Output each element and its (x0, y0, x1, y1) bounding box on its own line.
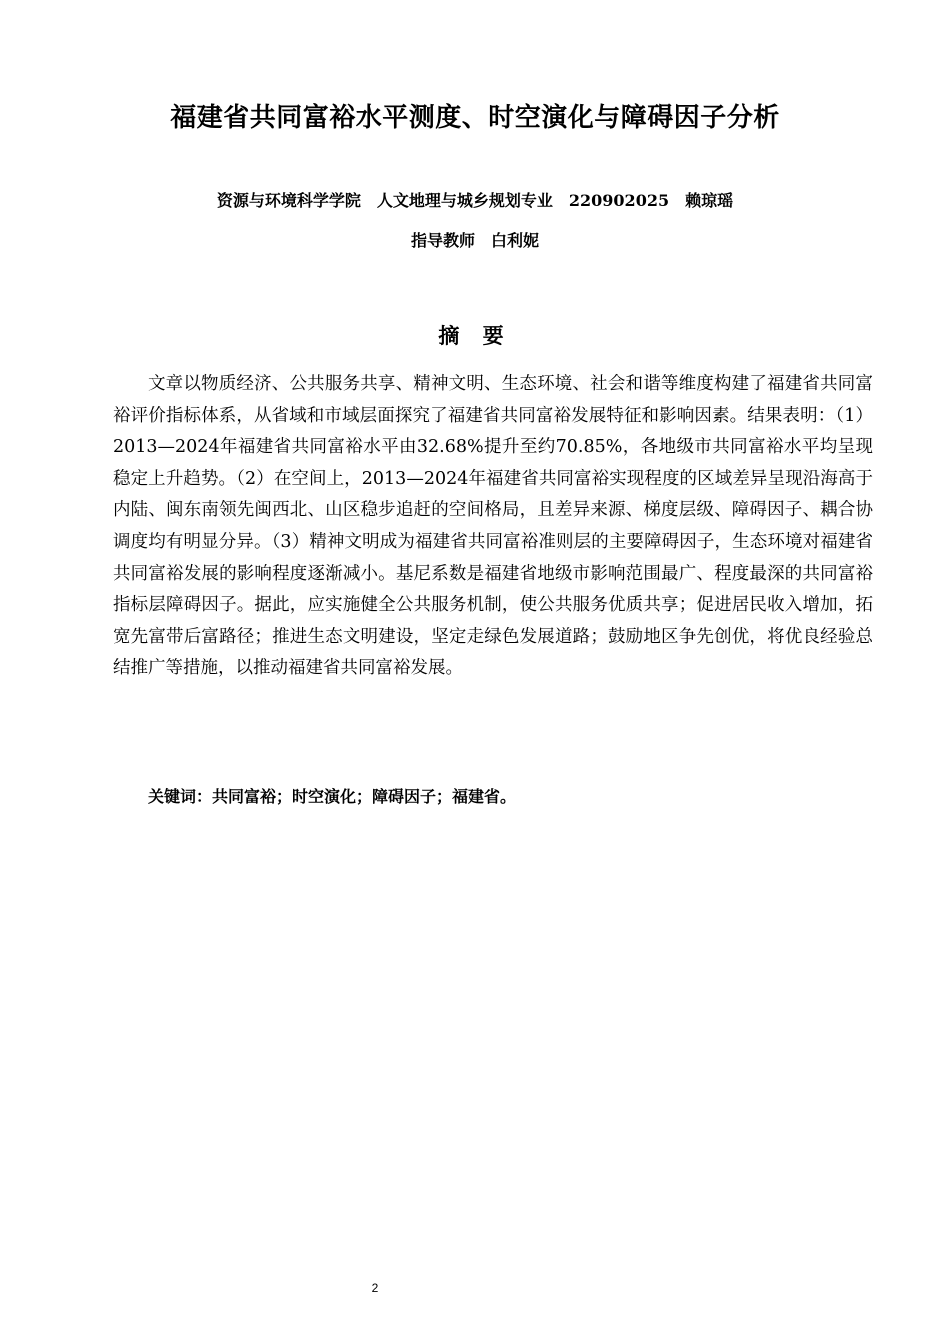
abstract-body: 文章以物质经济、公共服务共享、精神文明、生态环境、社会和谐等维度构建了福建省共同富裕评价指标体系，从省域和市域层面探究了福建省共同富裕发展特征和影响因素。结果表明：（1）2013—2024年福建省共同富裕水平由32.68%提升至约70.85%，各地级市共同富裕水平均呈现稳定上升趋势。（2）在空间上，2013—2024年福建省共同富裕实现程度的区域差异呈现沿海高于内陆、闽东南领先闽西北、山区稳步追赶的空间格局，且差异来源、梯度层级、障碍因子、耦合协调度均有明显分异。（3）精神文明成为福建省共同富裕准则层的主要障碍因子，生态环境对福建省共同富裕发展的影响程度逐渐减小。基尼系数是福建省地级市影响范围最广、程度最深的共同富裕指标层障碍因子。据此，应实施健全公共服务机制，使公共服务优质共享；促进居民收入增加，拓宽先富带后富路径；推进生态文明建设，坚定走绿色发展道路；鼓励地区争先创优，将优良经验总结推广等措施，以推动福建省共同富裕发展。 (113, 374, 873, 679)
page-number: 2 (371, 1281, 379, 1295)
advisor-line: 指导教师 白利妮 (410, 231, 539, 250)
keywords-line: 关键词：共同富裕；时空演化；障碍因子；福建省。 (148, 787, 517, 806)
author-line: 资源与环境科学学院 人文地理与城乡规划专业 220902025 赖琼瑶 (216, 191, 734, 210)
abstract-heading: 摘 要 (438, 324, 512, 348)
paper-title: 福建省共同富裕水平测度、时空演化与障碍因子分析 (170, 103, 780, 133)
